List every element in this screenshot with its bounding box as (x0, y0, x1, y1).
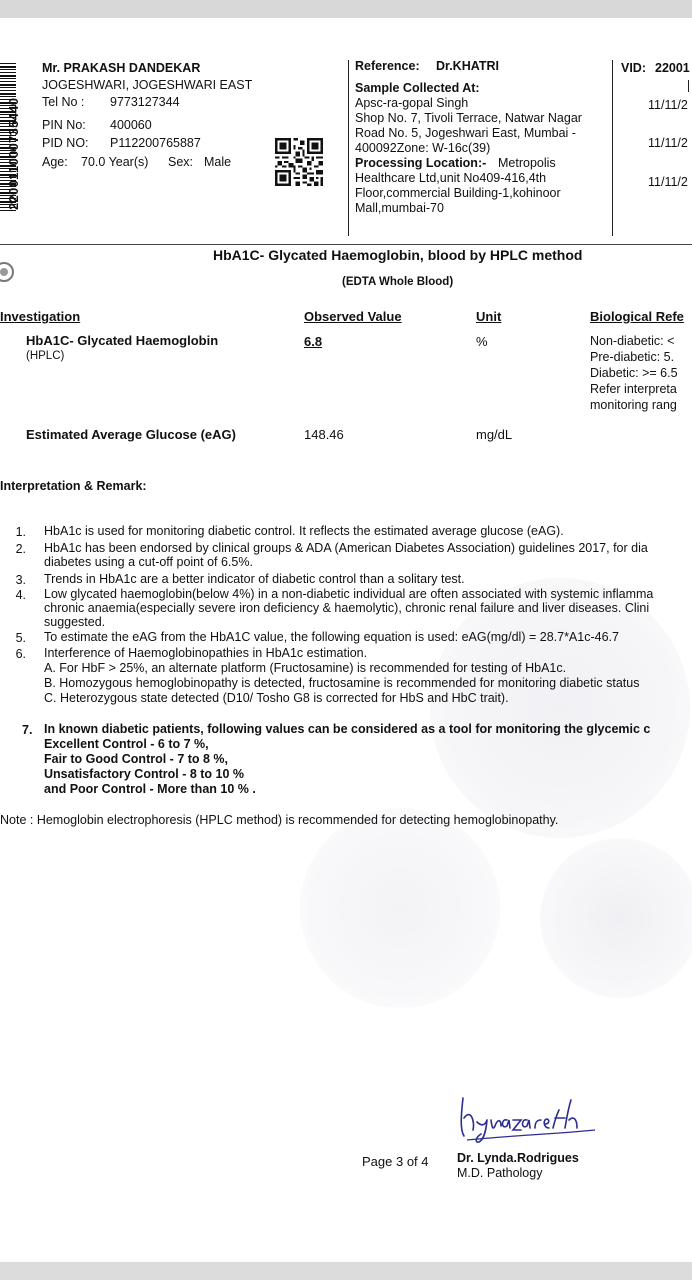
header-rule (0, 244, 692, 245)
lab-logo-icon (0, 262, 14, 282)
pathologist-qualification: M.D. Pathology (457, 1166, 543, 1180)
signature (455, 1086, 600, 1146)
item-text: A. For HbF > 25%, an alternate platform (Fructosamine) is recommended for testing of HbA1c. (44, 661, 567, 675)
item-number: 7. (22, 723, 33, 737)
pathologist-name: Dr. Lynda.Rodrigues (457, 1151, 579, 1165)
patient-name: Mr. PRAKASH DANDEKAR (42, 61, 201, 75)
item-text: C. Heterozygous state detected (D10/ Tosho G8 is corrected for HbS and HbC trait). (44, 691, 509, 705)
pid-label: PID NO: (42, 136, 89, 150)
ref-line: Pre-diabetic: 5. (590, 350, 675, 364)
hba1c-method: (HPLC) (26, 350, 65, 362)
age-value: 70.0 Year(s) (81, 155, 149, 169)
sex-value: Male (204, 155, 232, 169)
interpretation-heading: Interpretation & Remark: (0, 479, 147, 493)
sample-line: Shop No. 7, Tivoli Terrace, Natwar Nagar (355, 111, 582, 125)
vid-date: 11/11/2 (648, 98, 688, 112)
vid-tick (688, 80, 689, 92)
test-title: HbA1C- Glycated Haemoglobin, blood by HPLC method (213, 247, 583, 263)
processing-line: Mall,mumbai-70 (355, 201, 444, 215)
item-number: 2. (15, 542, 26, 556)
control-range: and Poor Control - More than 10 % . (44, 782, 256, 796)
item-number: 1. (15, 525, 26, 539)
header-unit: Unit (476, 309, 502, 324)
top-strip (0, 0, 692, 18)
processing-line: Floor,commercial Building-1,kohinoor (355, 186, 561, 200)
ref-line: monitoring rang (590, 398, 677, 412)
header-investigation: Investigation (0, 309, 81, 324)
bottom-strip (0, 1262, 692, 1280)
eag-unit: mg/dL (476, 427, 513, 442)
report-page (0, 18, 692, 1262)
barcode-number: 220011000735440 (6, 97, 21, 210)
item-text: B. Homozygous hemoglobinopathy is detected, fructosamine is recommended for monitoring diabetic status (44, 676, 640, 690)
sample-line: 400092Zone: W-16c(39) (355, 141, 491, 155)
watermark-circle-3 (540, 838, 692, 998)
item-text: diabetes using a cut-off point of 6.5%. (44, 555, 253, 569)
item-text: In known diabetic patients, following values can be considered as a tool for monitoring the glycemic c (44, 722, 651, 736)
item-text: Interference of Haemoglobinopathies in HbA1c estimation. (44, 646, 368, 660)
vid-label: VID: (621, 61, 646, 75)
sex-label: Sex: (168, 155, 194, 169)
header-observed-value: Observed Value (304, 309, 402, 324)
header-divider-2 (612, 60, 613, 236)
sample-line: Road No. 5, Jogeshwari East, Mumbai - (355, 126, 576, 140)
item-text: To estimate the eAG from the HbA1C value, the following equation is used: eAG(mg/dl) = 28.7*A1c-46.7 (44, 630, 619, 644)
processing-line: Metropolis (498, 156, 556, 170)
item-text: HbA1c is used for monitoring diabetic control. It reflects the estimated average glucose (eAG). (44, 524, 564, 538)
vid-value: 22001 (655, 61, 690, 75)
watermark-circle-1 (430, 578, 690, 838)
item-text: Trends in HbA1c are a better indicator of diabetic control than a solitary test. (44, 572, 465, 586)
item-text: chronic anaemia(especially severe iron deficiency & haemolytic), chronic renal failure and liver diseases. Clini (44, 601, 650, 615)
header-biological-ref: Biological Refe (590, 309, 684, 324)
note: Note : Hemoglobin electrophoresis (HPLC method) is recommended for detecting hemoglobinopathy. (0, 813, 559, 827)
qr-code (275, 138, 323, 186)
test-subtitle: (EDTA Whole Blood) (342, 276, 454, 288)
age-label: Age: (42, 155, 68, 169)
sample-line: Apsc-ra-gopal Singh (355, 96, 469, 110)
eag-value: 148.46 (304, 427, 344, 442)
pid-value: P112200765887 (110, 136, 201, 150)
item-number: 5. (15, 631, 26, 645)
item-number: 4. (15, 588, 26, 602)
hba1c-value: 6.8 (304, 334, 323, 349)
item-number: 3. (15, 573, 26, 587)
processing-line: Healthcare Ltd,unit No409-416,4th (355, 171, 547, 185)
page-number: Page 3 of 4 (362, 1154, 429, 1169)
control-range: Fair to Good Control - 7 to 8 %, (44, 752, 229, 766)
tel-value: 9773127344 (110, 95, 180, 109)
pin-label: PIN No: (42, 118, 86, 132)
hba1c-unit: % (476, 334, 488, 349)
header-divider-1 (348, 60, 349, 236)
item-text: Low glycated haemoglobin(below 4%) in a non-diabetic individual are often associated with systemic inflamma (44, 587, 654, 601)
item-text: HbA1c has been endorsed by clinical groups & ADA (American Diabetes Association) guidelines 2017, for dia (44, 541, 648, 555)
pin-value: 400060 (110, 118, 152, 132)
vid-date: 11/11/2 (648, 175, 688, 189)
watermark-circle-2 (300, 808, 500, 1008)
item-text: suggested. (44, 615, 106, 629)
ref-line: Diabetic: >= 6.5 (590, 366, 678, 380)
ref-line: Refer interpreta (590, 382, 677, 396)
patient-address: JOGESHWARI, JOGESHWARI EAST (42, 78, 253, 92)
item-number: 6. (15, 647, 26, 661)
hba1c-name: HbA1C- Glycated Haemoglobin (26, 333, 219, 348)
tel-label: Tel No : (42, 95, 85, 109)
ref-line: Non-diabetic: < (590, 334, 675, 348)
eag-name: Estimated Average Glucose (eAG) (26, 427, 236, 442)
sample-collected-label: Sample Collected At: (355, 81, 480, 95)
processing-label: Processing Location:- (355, 156, 487, 170)
reference-doctor: Dr.KHATRI (436, 59, 499, 73)
reference-label: Reference: (355, 59, 420, 73)
control-range: Unsatisfactory Control - 8 to 10 % (44, 767, 245, 781)
control-range: Excellent Control - 6 to 7 %, (44, 737, 209, 751)
vid-date: 11/11/2 (648, 136, 688, 150)
